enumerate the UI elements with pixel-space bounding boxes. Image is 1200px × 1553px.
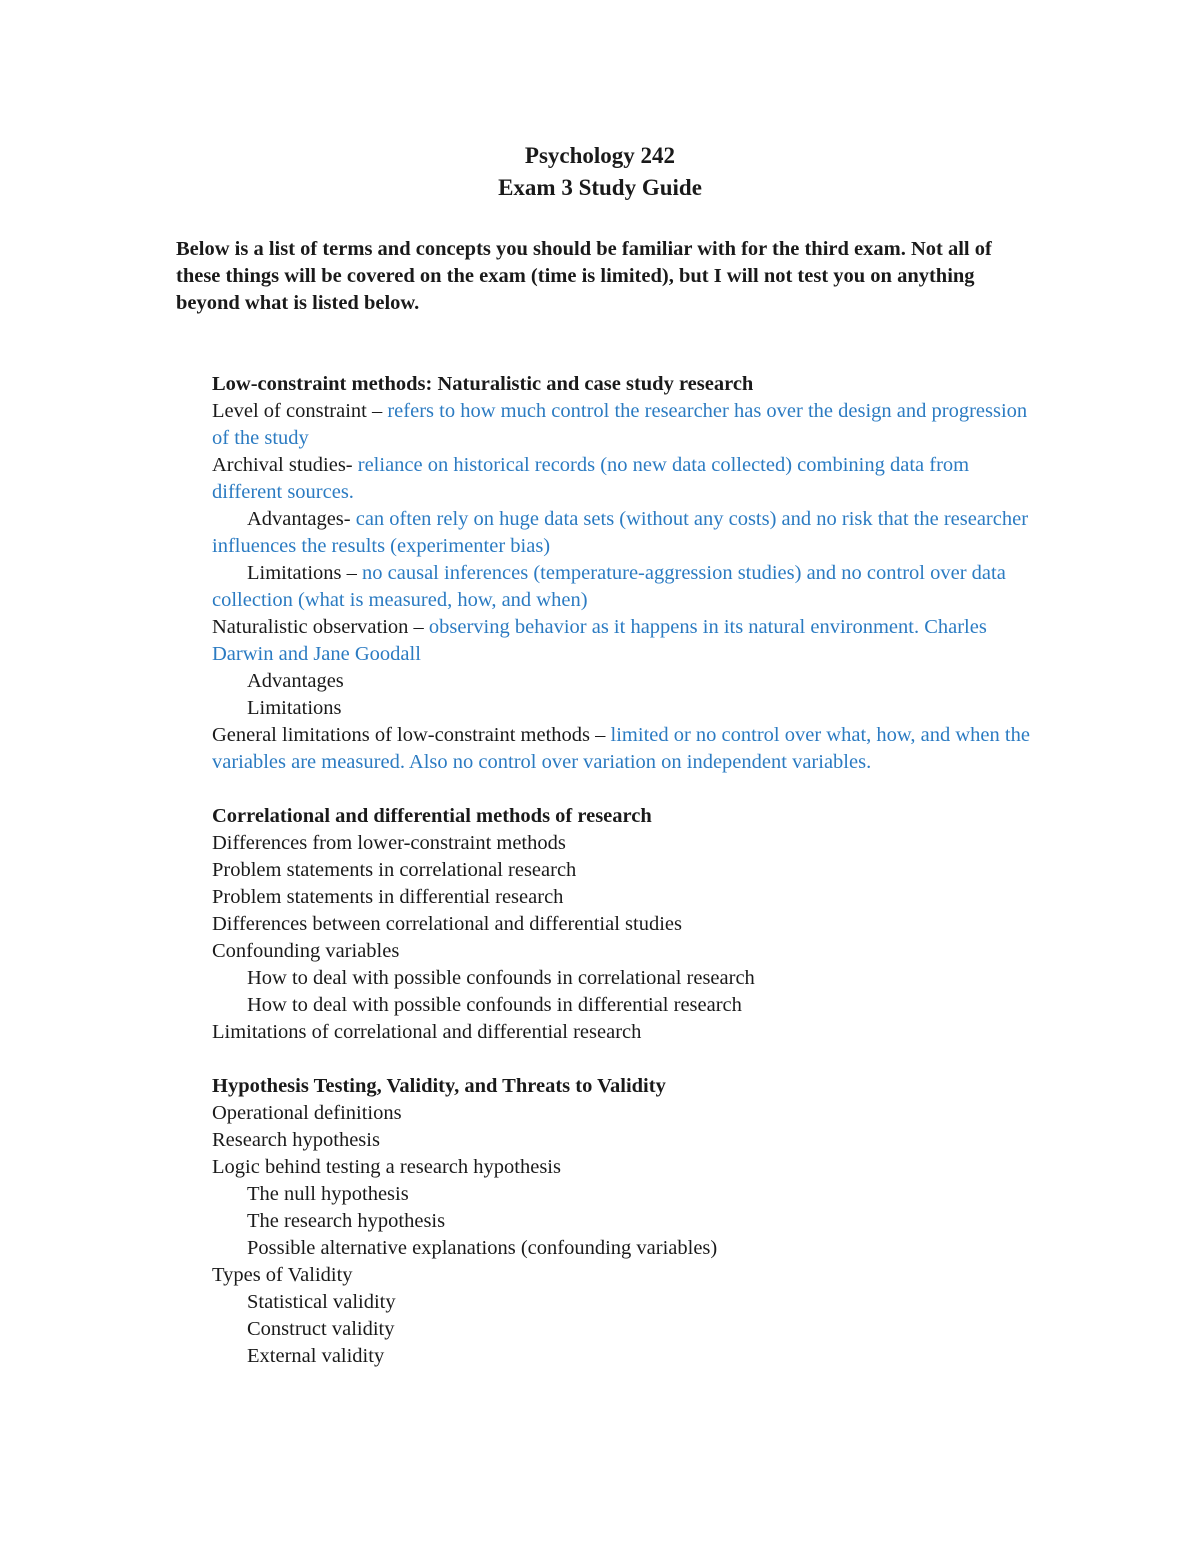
topic-term: Construct validity [247, 1318, 395, 1340]
topic-term: Operational definitions [212, 1102, 402, 1124]
sub-topic-item [212, 1316, 1042, 1343]
topic-section [212, 1073, 1042, 1370]
topic-term: General limitations of low-constraint methods – [212, 724, 611, 746]
sub-topic-item [212, 668, 1042, 695]
topic-item [212, 1262, 1042, 1289]
topic-term: Research hypothesis [212, 1129, 380, 1151]
guide-title: Exam 3 Study Guide [498, 175, 702, 200]
topic-term: Archival studies- [212, 454, 358, 476]
topic-term: External validity [247, 1345, 385, 1367]
topic-item [212, 1154, 1042, 1181]
topic-item [212, 1019, 1042, 1046]
topic-term: Advantages [247, 670, 344, 692]
topic-item [212, 1127, 1042, 1154]
topic-item [212, 722, 1042, 776]
topic-term: Advantages- [247, 508, 356, 530]
topic-term: Problem statements in differential research [212, 886, 564, 908]
topic-item [212, 1100, 1042, 1127]
section-heading: Hypothesis Testing, Validity, and Threats to Validity [212, 1075, 666, 1097]
study-topics [212, 371, 1042, 1397]
topic-note: limited or no control over what, how, and when the variables are measured. Also no control over variation on independent variables. [212, 724, 1030, 773]
intro-text: Below is a list of terms and concepts you should be familiar with for the third exam. Not all of these things will be covered on the exam (time is limited), but I will not test you on anything beyond what is listed below. [176, 238, 992, 314]
topic-item [212, 857, 1042, 884]
topic-term: How to deal with possible confounds in correlational research [247, 967, 755, 989]
topic-item [212, 614, 1042, 668]
sub-topic-item [212, 1289, 1042, 1316]
topic-term: Level of constraint – [212, 400, 388, 422]
topic-note: reliance on historical records (no new data collected) combining data from different sources. [212, 454, 970, 503]
topic-item [212, 884, 1042, 911]
sub-topic-item [212, 992, 1042, 1019]
topic-term: Limitations – [247, 562, 363, 584]
topic-note: can often rely on huge data sets (without any costs) and no risk that the researcher influences the results (experimenter bias) [212, 508, 1029, 557]
document-title [0, 140, 1200, 204]
course-title: Psychology 242 [524, 143, 676, 168]
topic-note: refers to how much control the researcher has over the design and progression of the study [212, 400, 1028, 449]
sub-topic-item [212, 1181, 1042, 1208]
topic-term: Naturalistic observation – [212, 616, 429, 638]
topic-term: Statistical validity [247, 1291, 396, 1313]
sub-topic-item [212, 1235, 1042, 1262]
sub-topic-item [212, 1343, 1042, 1370]
section-heading: Correlational and differential methods of research [212, 805, 652, 827]
topic-term: Possible alternative explanations (confounding variables) [247, 1237, 718, 1259]
topic-term: Limitations [247, 697, 342, 719]
topic-term: How to deal with possible confounds in differential research [247, 994, 742, 1016]
topic-term: Differences between correlational and differential studies [212, 913, 682, 935]
topic-item [212, 398, 1042, 452]
topic-term: Confounding variables [212, 940, 400, 962]
topic-section [212, 371, 1042, 776]
sub-topic-item [212, 1208, 1042, 1235]
topic-term: The research hypothesis [247, 1210, 446, 1232]
topic-note: observing behavior as it happens in its natural environment. Charles Darwin and Jane Goodall [212, 616, 987, 665]
topic-item [212, 830, 1042, 857]
topic-term: Differences from lower-constraint methods [212, 832, 566, 854]
section-heading: Low-constraint methods: Naturalistic and case study research [212, 373, 754, 395]
topic-item [212, 911, 1042, 938]
intro-paragraph [176, 236, 1036, 317]
sub-topic-item [212, 560, 1042, 614]
topic-note: no causal inferences (temperature-aggression studies) and no control over data collection (what is measured, how, and when) [212, 562, 1006, 611]
topic-term: Logic behind testing a research hypothesis [212, 1156, 561, 1178]
topic-term: Problem statements in correlational research [212, 859, 577, 881]
topic-term: Types of Validity [212, 1264, 353, 1286]
topic-term: Limitations of correlational and differential research [212, 1021, 642, 1043]
topic-item [212, 452, 1042, 506]
sub-topic-item [212, 506, 1042, 560]
sub-topic-item [212, 965, 1042, 992]
topic-section [212, 803, 1042, 1046]
topic-item [212, 938, 1042, 965]
sub-topic-item [212, 695, 1042, 722]
topic-term: The null hypothesis [247, 1183, 409, 1205]
